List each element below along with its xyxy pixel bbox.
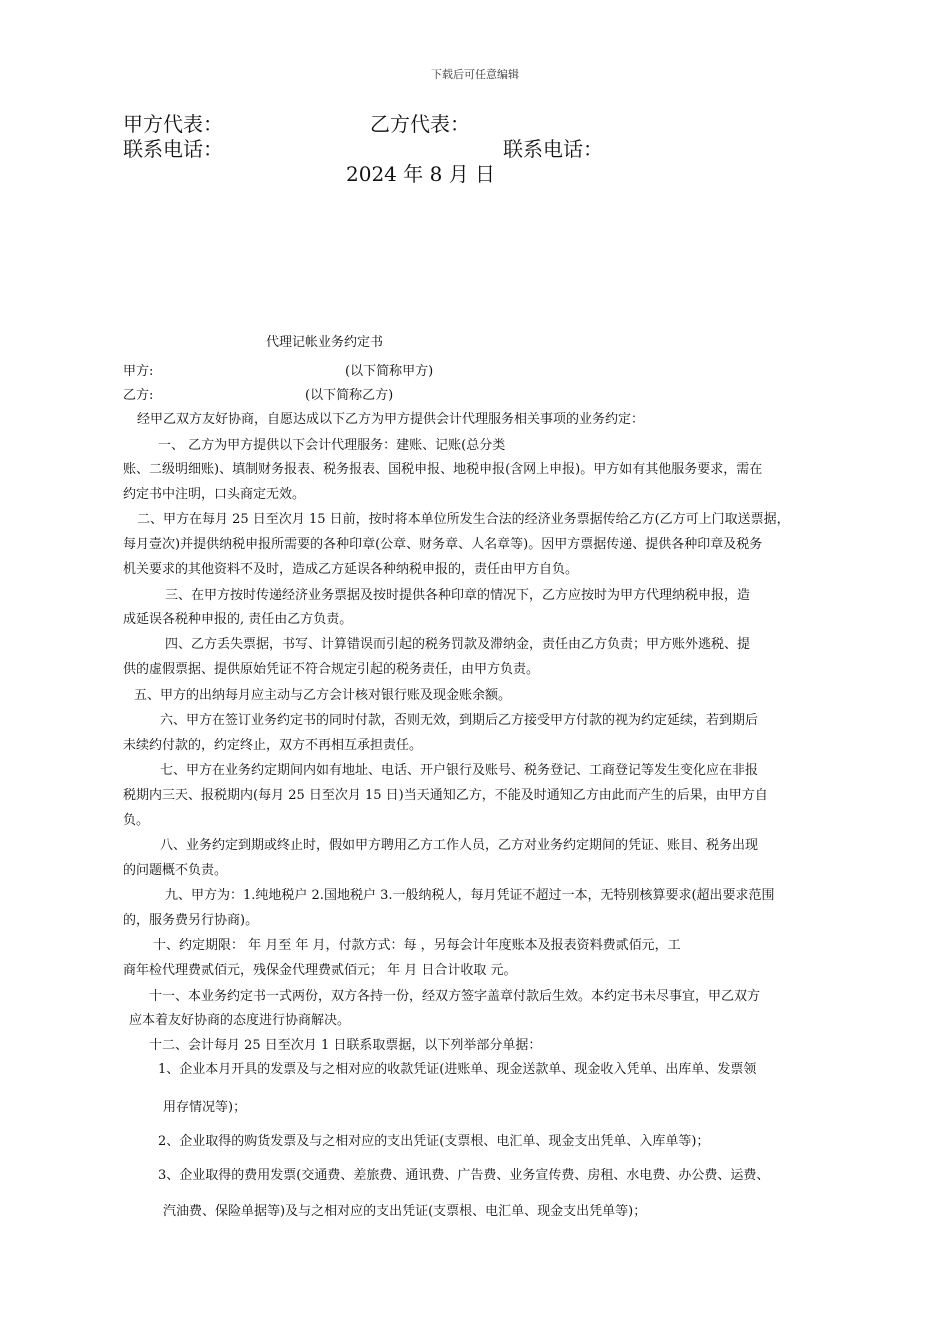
text-line: 二、甲方在每月 25 日至次月 15 日前，按时将本单位所发生合法的经济业务票据传给乙方(乙方可上门取送票据，: [137, 512, 790, 527]
text-line: 五、甲方的出纳每月应主动与乙方会计核对银行账及现金账余额。: [134, 688, 512, 703]
text-line: 的，服务费另行协商)。: [123, 913, 259, 928]
text-line: 十、约定期限： 年 月至 年 月，付款方式：每 ，另每会计年度账本及报表资料费贰佰元，工: [153, 938, 681, 953]
party-b-phone-label: 联系电话：: [503, 137, 603, 161]
text-line: 成延误各税种申报的, 责任由乙方负责。: [123, 612, 353, 627]
text-line: 应本着友好协商的态度进行协商解决。: [129, 1013, 351, 1028]
text-line: 负。: [123, 813, 150, 828]
text-line: 一、 乙方为甲方提供以下会计代理服务：建账、记账(总分类: [158, 438, 506, 453]
document-title: 代理记帐业务约定书: [266, 335, 384, 350]
text-line: 约定书中注明，口头商定无效。: [123, 487, 306, 502]
text-line: 三、在甲方按时传递经济业务票据及按时提供各种印章的情况下，乙方应按时为甲方代理纳税申报，造: [165, 588, 751, 603]
text-line: 供的虚假票据、提供原始凭证不符合规定引起的税务责任，由甲方负责。: [123, 662, 540, 677]
party-a-rep-label: 甲方代表：: [123, 112, 223, 136]
text-line: 经甲乙双方友好协商，自愿达成以下乙方为甲方提供会计代理服务相关事项的业务约定：: [137, 412, 645, 427]
text-line: 九、甲方为：1.纯地税户 2.国地税户 3.一般纳税人，每月凭证不超过一本，无特别核算要求(超出要求范围: [165, 888, 775, 903]
party-b-label: 乙方:: [123, 388, 154, 403]
text-line: 十一、本业务约定书一式两份，双方各持一份，经双方签字盖章付款后生效。本约定书未尽事宜，甲乙双方: [149, 989, 761, 1004]
text-line: 机关要求的其他资料不及时，造成乙方延误各种纳税申报的，责任由甲方自负。: [123, 562, 579, 577]
party-a-phone-label: 联系电话：: [123, 137, 223, 161]
download-note: 下载后可任意编辑: [431, 68, 519, 81]
text-line: 四、乙方丢失票据，书写、计算错误而引起的税务罚款及滞纳金，责任由乙方负责；甲方账外逃税、提: [165, 637, 751, 652]
text-line: 商年检代理费贰佰元，残保金代理费贰佰元； 年 月 日合计收取 元。: [123, 963, 517, 978]
text-line: 税期内三天、报税期内(每月 25 日至次月 15 日)当天通知乙方，不能及时通知乙方由此而产生的后果，由甲方自: [123, 788, 768, 803]
text-line: 2、企业取得的购货发票及与之相对应的支出凭证(支票根、电汇单、现金支出凭单、入库单等)；: [158, 1134, 710, 1149]
text-line: 每月壹次)并提供纳税申报所需要的各种印章(公章、财务章、人名章等)。因甲方票据传递、提供各种印章及税务: [123, 537, 763, 552]
text-line: 3、企业取得的费用发票(交通费、差旅费、通讯费、广告费、业务宣传费、房租、水电费、办公费、运费、: [158, 1168, 770, 1183]
party-a-alias: (以下简称甲方): [345, 364, 434, 379]
signature-date: 2024 年 8 月 日: [346, 162, 496, 186]
text-line: 1、企业本月开具的发票及与之相对应的收款凭证(进账单、现金送款单、现金收入凭单、出库单、发票领: [158, 1062, 757, 1077]
party-b-alias: (以下简称乙方): [305, 388, 394, 403]
text-line: 八、业务约定到期或终止时，假如甲方聘用乙方工作人员，乙方对业务约定期间的凭证、账目、税务出现: [160, 838, 759, 853]
text-line: 七、甲方在业务约定期间内如有地址、电话、开户银行及账号、税务登记、工商登记等发生变化应在非报: [160, 763, 759, 778]
text-line: 未续约付款的，约定终止，双方不再相互承担责任。: [123, 738, 423, 753]
party-b-rep-label: 乙方代表：: [370, 112, 470, 136]
text-line: 账、二级明细账)、填制财务报表、税务报表、国税申报、地税申报(含网上申报)。甲方如有其他服务要求，需在: [123, 462, 763, 477]
text-line: 的问题概不负责。: [123, 863, 228, 878]
text-line: 用存情况等)；: [163, 1100, 247, 1115]
text-line: 汽油费、保险单据等)及与之相对应的支出凭证(支票根、电汇单、现金支出凭单等)；: [163, 1204, 647, 1219]
party-a-label: 甲方:: [123, 364, 154, 379]
text-line: 十二、会计每月 25 日至次月 1 日联系取票据，以下列举部分单据：: [149, 1038, 542, 1053]
text-line: 六、甲方在签订业务约定书的同时付款，否则无效，到期后乙方接受甲方付款的视为约定延续，若到期后: [160, 713, 759, 728]
